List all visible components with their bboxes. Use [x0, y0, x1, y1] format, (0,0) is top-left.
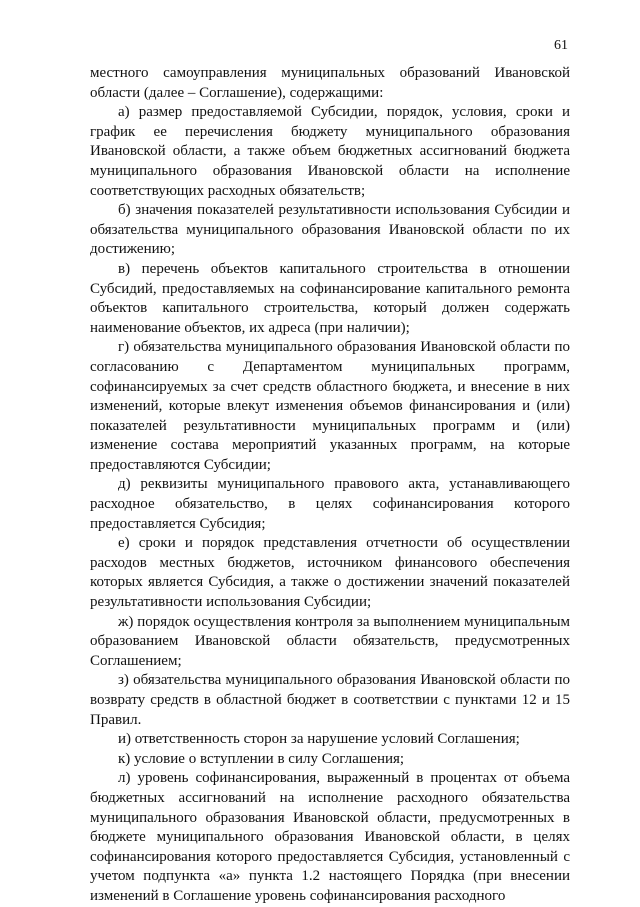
paragraph-item-g: г) обязательства муниципального образования Ивановской области по согласованию с Департаментом муниципальных программ, софинансируемых за счет средств областного бюджета, и внесение в них изменений, которые влекут изменения объемов финансирования и (или) показателей результативности муниципальных программ и (или) изменение состава мероприятий указанных программ, на которые предоставляются Субсидии;	[90, 339, 570, 473]
page-number: 61	[554, 38, 568, 53]
document-body	[90, 64, 570, 907]
paragraph-item-k: к) условие о вступлении в силу Соглашения;	[118, 750, 405, 767]
paragraph-item-e: е) сроки и порядок представления отчетности об осуществлении расходов местных бюджетов, источником финансового обеспечения которых является Субсидия, а также о достижении значений показателей результативности использования Субсидии;	[90, 535, 570, 611]
paragraph-item-d: д) реквизиты муниципального правового акта, устанавливающего расходное обязательство, в целях софинансирования которого предоставляется Субсидия;	[90, 476, 570, 532]
paragraph-item-v: в) перечень объектов капитального строительства в отношении Субсидий, предоставляемых на софинансирование капитального ремонта объектов капитального строительства, который должен содержать наименование объектов, их адреса (при наличии);	[90, 260, 570, 336]
paragraph-item-l: л) уровень софинансирования, выраженный в процентах от объема бюджетных ассигнований на исполнение расходного обязательства муниципального образования Ивановской области, предусмотренных в бюджете муниципального образования Ивановской области, в целях софинансирования которого предоставляется Субсидия, установленный с учетом подпункта «а» пункта 1.2 настоящего Порядка (при внесении изменений в Соглашение уровень софинансирования расходного	[90, 770, 570, 904]
paragraph-item-zh: ж) порядок осуществления контроля за выполнением муниципальным образованием Ивановской области обязательств, предусмотренных Соглашением;	[90, 613, 570, 669]
paragraph-item-b: б) значения показателей результативности использования Субсидии и обязательства муниципального образования Ивановской области по их достижению;	[90, 202, 570, 258]
paragraph-item-a: а) размер предоставляемой Субсидии, порядок, условия, сроки и график ее перечисления бюджету муниципального образования Ивановской области, а также объем бюджетных ассигнований бюджета муниципального образования Ивановской области на исполнение соответствующих расходных обязательств;	[90, 104, 570, 199]
paragraph-continuation: местного самоуправления муниципальных образований Ивановской области (далее – Соглашение), содержащими:	[90, 65, 570, 101]
paragraph-item-z: з) обязательства муниципального образования Ивановской области по возврату средств в областной бюджет в соответствии с пунктами 12 и 15 Правил.	[90, 672, 570, 728]
paragraph-item-i: и) ответственность сторон за нарушение условий Соглашения;	[118, 731, 520, 748]
